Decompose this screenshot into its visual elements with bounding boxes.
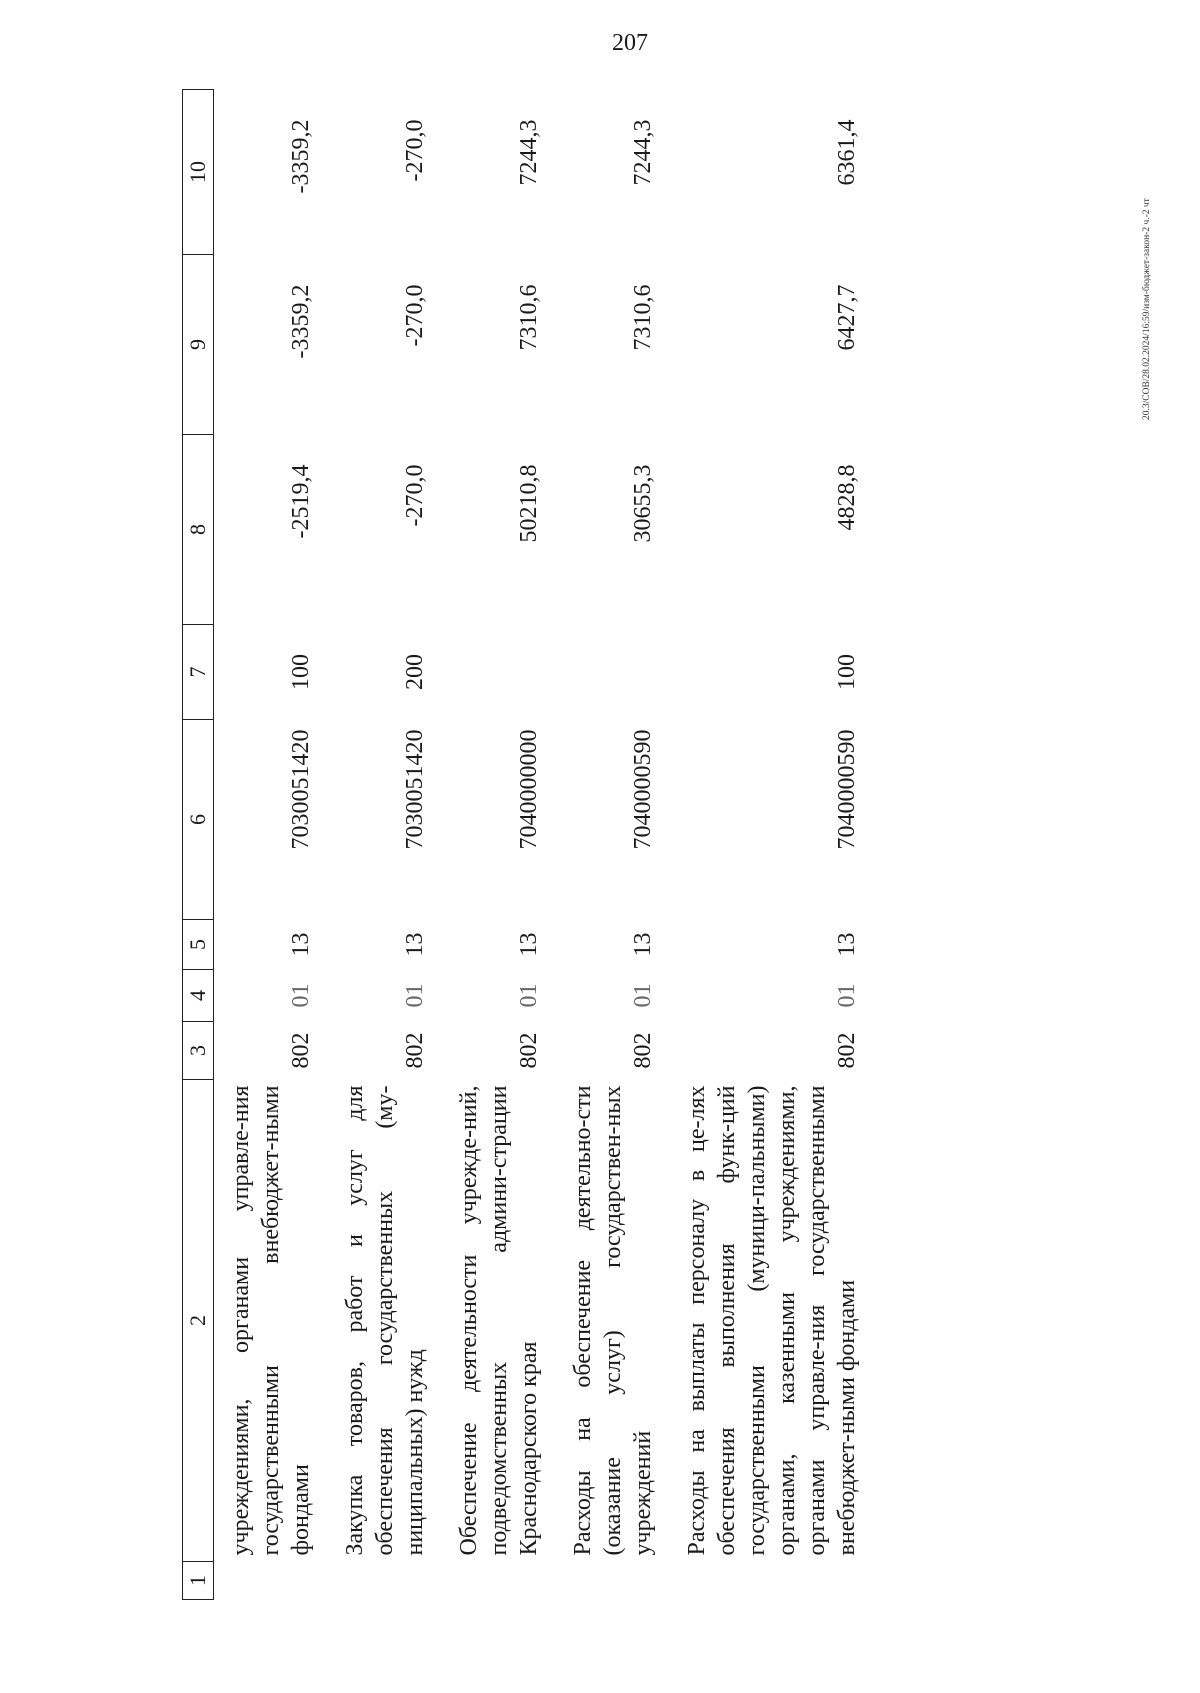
row-amount-col10: 7244,3 — [630, 119, 656, 186]
footer-code — [1142, 80, 1154, 420]
row-amount-col10: 6361,4 — [834, 119, 860, 186]
row-col-1 — [328, 1562, 442, 1600]
row-code-ministry: 802 — [516, 1032, 542, 1069]
row-description: учреждениями, органами управле-ния государственными внебюджет-ными фондами — [228, 1085, 314, 1556]
footer-code-text: 20.3/СОВ/28.02.2024/16:59/изм-бюджет-закон-2 ч.-2 чт — [1142, 198, 1152, 420]
page-number: 207 — [612, 30, 648, 56]
row-code-expense-type: 100 — [834, 654, 860, 690]
table-row — [328, 90, 442, 1600]
row-amount-col9: -270,0 — [402, 284, 428, 347]
row-description: Расходы на выплаты персоналу в це-лях обеспечения выполнения функ-ций государственными (муници-пальными) органами, казенными учреждениями, органами управле-ния государственными внебюджет-ными фондами — [684, 1085, 860, 1556]
row-amount-col8: -270,0 — [402, 464, 428, 527]
row-code-target: 7030051420 — [288, 729, 314, 850]
rotated-table-container — [182, 90, 1062, 1600]
row-amount-col9: 7310,6 — [630, 284, 656, 351]
row-code-subsection: 13 — [516, 932, 542, 957]
row-code-subsection: 13 — [402, 932, 428, 957]
row-code-expense-type: 100 — [288, 654, 314, 690]
header-col-7: 7 — [183, 625, 214, 720]
budget-table — [182, 89, 874, 1600]
row-amount-col9: -3359,2 — [288, 284, 314, 359]
row-code-target: 7040000590 — [630, 729, 656, 850]
row-code-subsection: 13 — [288, 932, 314, 957]
row-code-section: 01 — [402, 983, 428, 1008]
row-description: Закупка товаров, работ и услуг для обеспечения государственных (му-ниципальных) нужд — [342, 1085, 428, 1556]
header-col-4: 4 — [183, 970, 214, 1022]
row-code-subsection: 13 — [630, 932, 656, 957]
table-row — [670, 90, 874, 1600]
header-col-3: 3 — [183, 1022, 214, 1080]
row-code-expense-type — [442, 625, 556, 720]
row-code-ministry: 802 — [834, 1032, 860, 1069]
row-code-section: 01 — [516, 983, 542, 1008]
header-col-1: 1 — [183, 1562, 214, 1600]
header-col-6: 6 — [183, 720, 214, 920]
row-code-expense-type — [556, 625, 670, 720]
row-code-subsection: 13 — [834, 932, 860, 957]
table-row — [442, 90, 556, 1600]
row-code-section: 01 — [834, 983, 860, 1008]
row-description: Обеспечение деятельности учрежде-ний, подведомственных админи-страции Краснодарского края — [456, 1085, 542, 1556]
table-row — [556, 90, 670, 1600]
row-amount-col8: 30655,3 — [630, 464, 656, 543]
row-amount-col8: -2519,4 — [288, 464, 314, 539]
row-amount-col10: 7244,3 — [516, 119, 542, 186]
row-amount-col9: 6427,7 — [834, 284, 860, 351]
row-amount-col8: 50210,8 — [516, 464, 542, 543]
row-code-expense-type: 200 — [402, 654, 428, 690]
row-code-section: 01 — [630, 983, 656, 1008]
row-description: Расходы на обеспечение деятельно-сти (оказание услуг) государствен-ных учреждений — [570, 1085, 656, 1556]
table-row — [214, 90, 329, 1600]
table-header-row — [183, 90, 214, 1600]
row-code-target: 7040000000 — [516, 729, 542, 850]
row-col-1 — [556, 1562, 670, 1600]
row-col-1 — [670, 1562, 874, 1600]
row-code-ministry: 802 — [288, 1032, 314, 1069]
row-code-target: 7040000590 — [834, 729, 860, 850]
row-code-ministry: 802 — [402, 1032, 428, 1069]
row-code-ministry: 802 — [630, 1032, 656, 1069]
row-col-1 — [442, 1562, 556, 1600]
header-col-9: 9 — [183, 255, 214, 435]
row-amount-col8: 4828,8 — [834, 464, 860, 531]
row-code-target: 7030051420 — [402, 729, 428, 850]
row-col-1 — [214, 1562, 329, 1600]
row-amount-col9: 7310,6 — [516, 284, 542, 351]
row-amount-col10: -270,0 — [402, 119, 428, 182]
header-col-2: 2 — [183, 1080, 214, 1562]
header-col-8: 8 — [183, 435, 214, 625]
row-code-section: 01 — [288, 983, 314, 1008]
header-col-10: 10 — [183, 90, 214, 255]
row-amount-col10: -3359,2 — [288, 119, 314, 194]
header-col-5: 5 — [183, 920, 214, 970]
